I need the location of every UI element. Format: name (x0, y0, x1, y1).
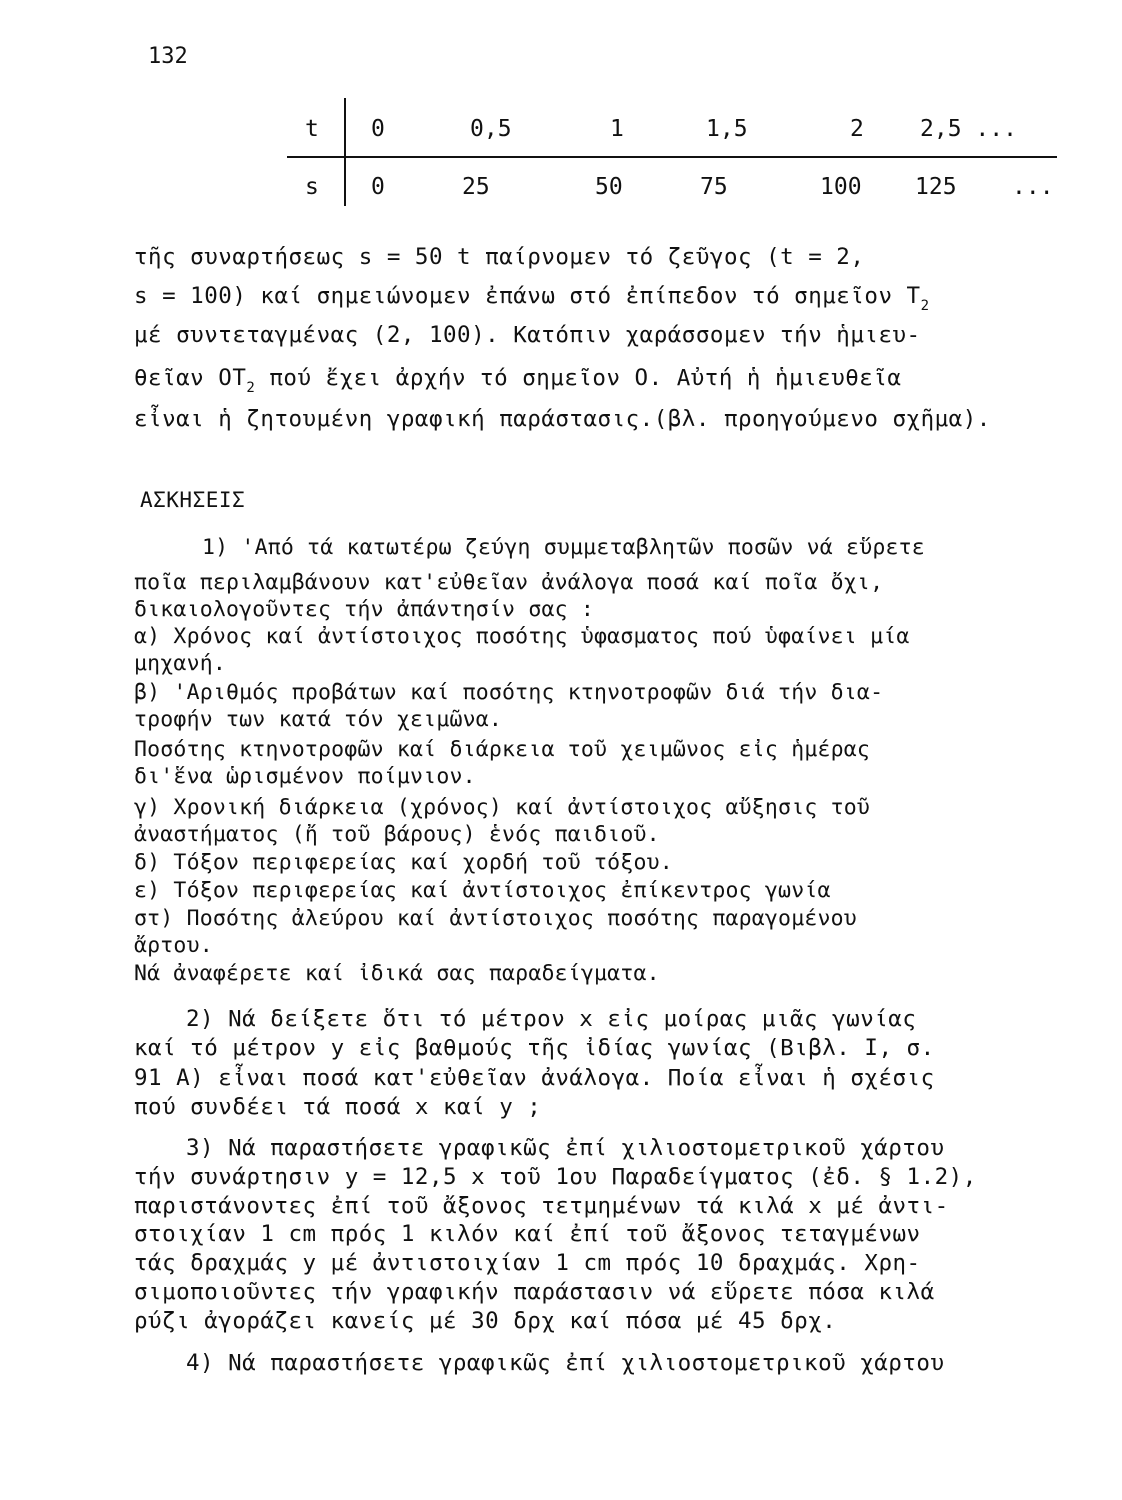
page-number: 132 (148, 44, 188, 69)
text-line: τήν συνάρτησιν y = 12,5 x τοῦ 1ου Παραδείγματος (ἐδ. § 1.2), (134, 1164, 977, 1190)
text-line (134, 365, 902, 396)
text-line: ποῖα περιλαμβάνουν κατ'εὐθεῖαν ἀνάλογα ποσά καί ποῖα ὄχι, (134, 570, 884, 595)
text-line: τῆς συναρτήσεως s = 50 t παίρνομεν τό ζεῦγος (t = 2, (134, 244, 865, 270)
text-segment: θεῖαν OT (134, 365, 247, 391)
text-line: ρύζι ἀγοράζει κανείς μέ 30 δρχ καί πόσα μέ 45 δρχ. (134, 1308, 837, 1334)
t-value: 0 (371, 116, 385, 142)
text-line: Ποσότης κτηνοτροφῶν καί διάρκεια τοῦ χειμῶνος εἰς ἡμέρας (134, 737, 871, 762)
text-line: τάς δραχμάς y μέ ἀντιστοιχίαν 1 cm πρός 10 δραχμάς. Χρη- (134, 1250, 921, 1276)
exercises-heading: ΑΣΚΗΣΕΙΣ (140, 488, 246, 512)
t-value: 2 (850, 116, 864, 142)
s-label: s (305, 174, 319, 200)
text-line: δι'ἕνα ὡρισμένον ποίμνιον. (134, 764, 476, 789)
s-value: 75 (700, 174, 728, 200)
text-line: ἀναστήματος (ἤ τοῦ βάρους) ἑνός παιδιοῦ. (134, 822, 660, 847)
text-line: 91 A) εἶναι ποσά κατ'εὐθεῖαν ἀνάλογα. Ποία εἶναι ἡ σχέσις (134, 1065, 935, 1091)
text-line: Νά ἀναφέρετε καί ἰδικά σας παραδείγματα. (134, 961, 660, 986)
s-value: 125 (915, 174, 957, 200)
s-value: ... (1012, 174, 1054, 200)
s-value: 0 (371, 174, 385, 200)
text-line: β) 'Αριθμός προβάτων καί ποσότης κτηνοτροφῶν διά τήν δια- (134, 680, 884, 705)
text-line: εἶναι ἡ ζητουμένη γραφική παράστασις.(βλ. προηγούμενο σχῆμα). (134, 406, 991, 432)
text-line: μηχανή. (134, 651, 227, 676)
text-line: 2) Νά δείξετε ὅτι τό μέτρον x εἰς μοίρας μιᾶς γωνίας (186, 1006, 917, 1032)
table-vertical-rule (344, 98, 346, 206)
text-line: μέ συντεταγμένας (2, 100). Κατόπιν χαράσσομεν τήν ἡμιευ- (134, 322, 921, 348)
text-line: 4) Νά παραστήσετε γραφικῶς ἐπί χιλιοστομετρικοῦ χάρτου (186, 1350, 945, 1376)
t-value: 1,5 (706, 116, 748, 142)
text-line: σιμοποιοῦντες τήν γραφικήν παράστασιν νά εὕρετε πόσα κιλά (134, 1279, 935, 1305)
text-line: πού συνδέει τά ποσά x καί y ; (134, 1094, 542, 1120)
text-line: τροφήν των κατά τόν χειμῶνα. (134, 707, 503, 732)
table-horizontal-rule (287, 156, 1057, 158)
text-segment: s = 100) καί σημειώνομεν ἐπάνω στό ἐπίπεδον τό σημεῖον T (134, 283, 921, 309)
t-value: 2,5 ... (920, 116, 1017, 142)
text-line: ἄρτου. (134, 933, 213, 958)
s-value: 100 (820, 174, 862, 200)
text-line: παριστάνοντες ἐπί τοῦ ἄξονος τετμημένων τά κιλά x μέ ἀντι- (134, 1193, 949, 1219)
text-line: 1) 'Από τά κατωτέρω ζεύγη συμμεταβλητῶν ποσῶν νά εὕρετε (202, 535, 925, 560)
text-line: στοιχίαν 1 cm πρός 1 κιλόν καί ἐπί τοῦ ἄξονος τεταγμένων (134, 1221, 921, 1247)
subscript: 2 (920, 298, 930, 314)
t-label: t (305, 116, 319, 142)
text-line: δικαιολογοῦντες τήν ἀπάντησίν σας : (134, 597, 595, 622)
text-line: δ) Τόξον περιφερείας καί χορδή τοῦ τόξου. (134, 850, 673, 875)
text-line: γ) Χρονική διάρκεια (χρόνος) καί ἀντίστοιχος αὔξησις τοῦ (134, 795, 871, 820)
subscript: 2 (246, 380, 256, 396)
s-value: 25 (462, 174, 490, 200)
text-line: στ) Ποσότης ἀλεύρου καί ἀντίστοιχος ποσότης παραγομένου (134, 906, 857, 931)
t-value: 0,5 (470, 116, 512, 142)
s-value: 50 (595, 174, 623, 200)
text-line (134, 283, 930, 314)
text-line: 3) Νά παραστήσετε γραφικῶς ἐπί χιλιοστομετρικοῦ χάρτου (186, 1135, 945, 1161)
t-value: 1 (610, 116, 624, 142)
text-line: α) Χρόνος καί ἀντίστοιχος ποσότης ὑφασματος πού ὑφαίνει μία (134, 624, 910, 649)
text-segment: πού ἔχει ἀρχήν τό σημεῖον O. Αὐτή ἡ ἡμιευθεῖα (255, 365, 902, 391)
text-line: ε) Τόξον περιφερείας καί ἀντίστοιχος ἐπίκεντρος γωνία (134, 878, 831, 903)
text-line: καί τό μέτρον y εἰς βαθμούς τῆς ἰδίας γωνίας (Βιβλ. I, σ. (134, 1035, 935, 1061)
